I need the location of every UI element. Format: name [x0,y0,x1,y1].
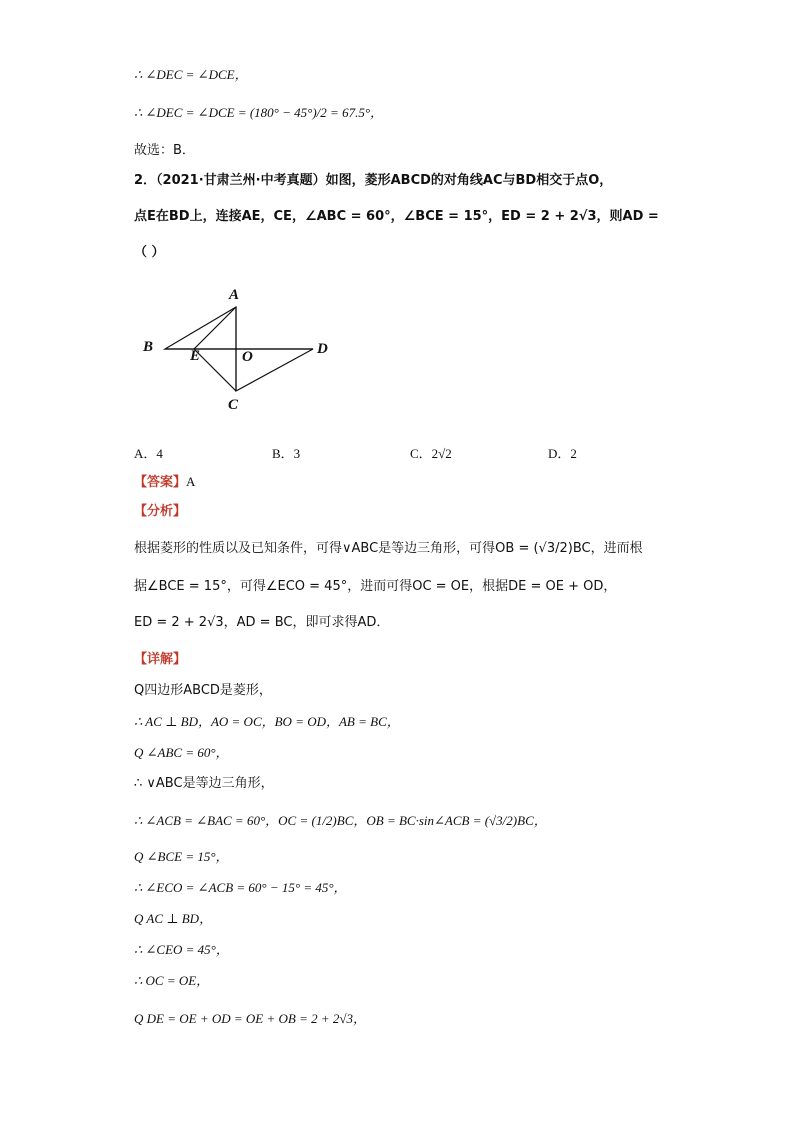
detail-line-7: ∴ ∠ECO = ∠ACB = 60° − 15° = 45°， [134,880,347,895]
detail-line-5: ∴ ∠ACB = ∠BAC = 60°，OC = (1/2)BC，OB = BC·sin∠ACB = (√3/2)BC， [134,813,547,828]
detail-line-2: ∴ AC ⊥ BD，AO = OC，BO = OD，AB = BC， [134,714,400,729]
question-number: 2． [134,173,157,188]
detail-line-4: ∴ ∨ABC是等边三角形， [134,776,274,791]
detail-label: 【详解】 [134,652,187,667]
option-d: D．2 [548,446,577,461]
vertex-label-c: C [228,397,239,413]
detail-line-1: Q四边形ABCD是菱形， [134,683,272,698]
analysis-line-3: ED = 2 + 2√3，AD = BC，即可求得AD． [134,615,390,630]
option-b: B．3 [272,446,301,461]
text-line-1: ∴ ∠DEC = ∠DCE， [134,67,248,82]
analysis-line-2: 据∠BCE = 15°，可得∠ECO = 45°，进而可得OC = OE，根据DE = OE + OD， [134,579,617,594]
vertex-label-a: A [229,287,240,303]
detail-line-11: Q DE = OE + OD = OE + OB = 2 + 2√3， [134,1011,367,1026]
detail-line-6: Q ∠BCE = 15°， [134,849,229,864]
question-line-3: （ ） [134,245,165,260]
vertex-label-d: D [317,341,328,357]
question-text-1: （2021·甘肃兰州·中考真题）如图，菱形ABCD的对角线AC与BD相交于点O， [156,173,613,188]
option-a: A．4 [134,446,163,461]
detail-line-9: ∴ ∠CEO = 45°， [134,942,229,957]
text-line-2: ∴ ∠DEC = ∠DCE = (180° − 45°)/2 = 67.5°， [134,105,384,120]
segment-ce [194,349,236,391]
analysis-label: 【分析】 [134,504,187,519]
answer-value: A [186,474,196,489]
point-label-e: E [190,348,201,364]
answer-label: 【答案】 [134,475,187,490]
text-line-choose: 故选：B． [134,143,195,158]
analysis-line-1: 根据菱形的性质以及已知条件，可得∨ABC是等边三角形，可得OB = (√3/2)BC，进而根 [134,541,643,556]
option-c: C．2√2 [410,446,452,461]
detail-line-10: ∴ OC = OE， [134,973,210,988]
question-line-2: 点E在BD上，连接AE，CE，∠ABC = 60°，∠BCE = 15°，ED = 2 + 2√3，则AD = [134,209,659,224]
detail-line-3: Q ∠ABC = 60°， [134,745,229,760]
point-label-o: O [242,349,253,365]
detail-line-8: Q AC ⊥ BD， [134,911,213,926]
answer-line [134,473,195,492]
vertex-label-b: B [143,339,154,355]
